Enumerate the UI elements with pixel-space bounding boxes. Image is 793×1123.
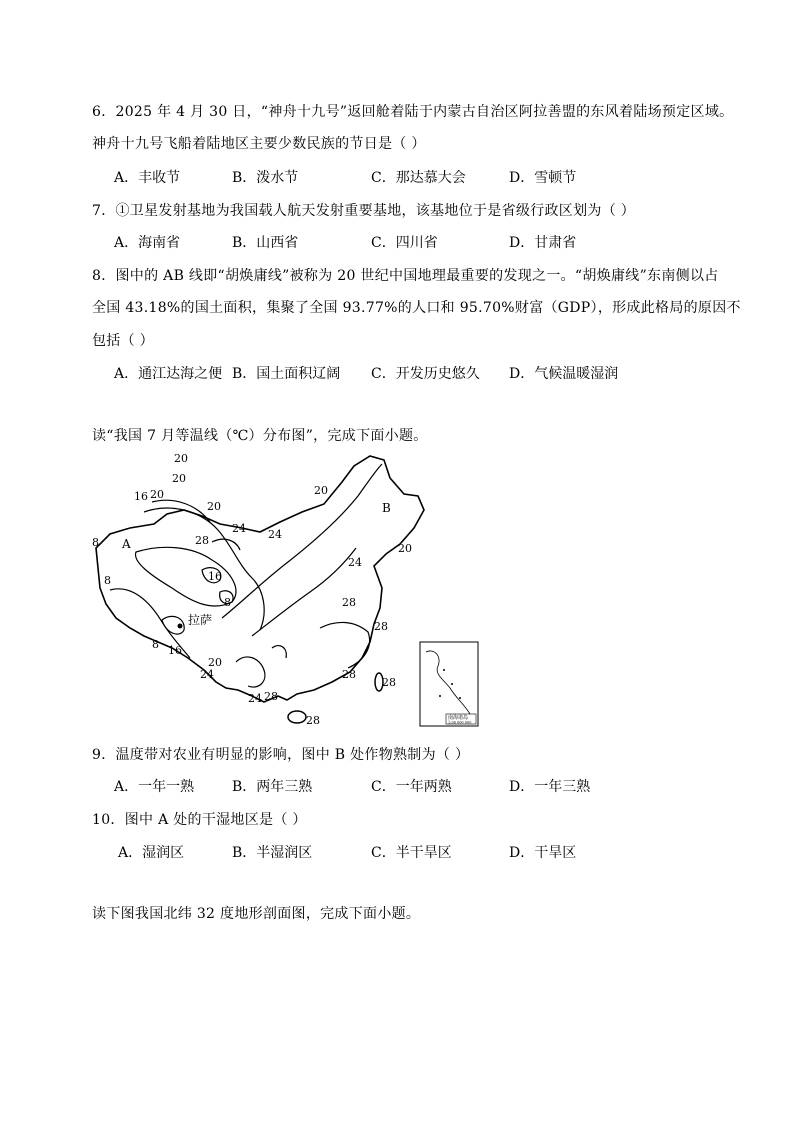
q8-option-c[interactable]: C．开发历史悠久 (371, 366, 480, 382)
q6-stem-line2: 神舟十九号飞船着陆地区主要少数民族的节日是（ ） (92, 136, 426, 152)
isotherm-label: 20 (314, 484, 328, 497)
isotherm-label: 24 (248, 692, 262, 705)
q8-stem-line1: 8．图中的 AB 线即“胡焕庸线”被称为 20 世纪中国地理最重要的发现之一。“胡焕庸线”东南侧以占 (92, 268, 719, 284)
q7-option-c[interactable]: C．四川省 (371, 235, 438, 251)
isotherm-label: 28 (264, 690, 278, 703)
q10-option-a[interactable]: A．湿润区 (118, 845, 185, 861)
q6-option-d[interactable]: D．雪顿节 (509, 170, 577, 186)
q7-option-d[interactable]: D．甘肃省 (509, 235, 577, 251)
isotherm-label: 24 (232, 522, 246, 535)
q6-option-c[interactable]: C．那达慕大会 (371, 170, 466, 186)
isotherm-label: 8 (104, 574, 111, 587)
lhasa-point (178, 624, 183, 629)
inset-title: 南海诸岛 (448, 715, 469, 721)
isotherm-label: 8 (152, 638, 159, 651)
isotherm-label: 28 (374, 620, 388, 633)
isotherm-label: 20 (207, 500, 221, 513)
inset-island-dot (443, 669, 445, 671)
isotherm-label: 24 (348, 556, 362, 569)
q9-stem-line1: 9．温度带对农业有明显的影响，图中 B 处作物熟制为（ ） (92, 747, 470, 763)
q10-option-b[interactable]: B．半湿润区 (232, 845, 313, 861)
q7-option-b[interactable]: B．山西省 (232, 235, 299, 251)
q6-option-b[interactable]: B．泼水节 (232, 170, 299, 186)
profile-intro: 读下图我国北纬 32 度地形剖面图，完成下面小题。 (92, 906, 421, 922)
q8-option-b[interactable]: B．国土面积辽阔 (232, 366, 341, 382)
isotherm-line (222, 464, 382, 618)
isotherm-line (272, 646, 286, 658)
isotherm-label: 28 (342, 596, 356, 609)
isotherm-label: 28 (382, 676, 396, 689)
q7-option-a[interactable]: A．海南省 (114, 235, 181, 251)
china-july-isotherm-map (92, 452, 482, 732)
q10-option-d[interactable]: D．干旱区 (509, 845, 577, 861)
region-label-b: B (382, 501, 391, 515)
isotherm-label: 28 (306, 714, 320, 727)
isotherm-label: 16 (134, 490, 148, 503)
isotherm-label: 16 (208, 570, 222, 583)
q10-stem-line1: 10．图中 A 处的干湿地区是（ ） (92, 812, 307, 828)
hainan-island (288, 711, 306, 723)
q6-stem-line1: 6．2025 年 4 月 30 日，“神舟十九号”返回舱着陆于内蒙古自治区阿拉善盟的东风着陆场预定区域。 (92, 104, 734, 120)
isotherm-label: 28 (195, 534, 209, 547)
isotherm-label: 24 (268, 528, 282, 541)
isotherm-line (236, 657, 265, 687)
q10-option-c[interactable]: C．半干旱区 (371, 845, 452, 861)
q8-option-d[interactable]: D．气候温暖湿润 (509, 366, 619, 382)
inset-island-dot (451, 683, 453, 685)
lhasa-label: 拉萨 (188, 613, 213, 627)
isotherm-line (320, 622, 370, 668)
inset-island-dot (439, 695, 441, 697)
q6-option-a[interactable]: A．丰收节 (114, 170, 181, 186)
isotherm-label: 20 (150, 488, 164, 501)
inset-island-dot (459, 697, 461, 699)
q8-option-a[interactable]: A．通江达海之便 (114, 366, 223, 382)
isotherm-label: 8 (92, 536, 99, 549)
isotherm-label: 28 (342, 668, 356, 681)
isotherm-label: 16 (168, 644, 182, 657)
q9-option-d[interactable]: D．一年三熟 (509, 779, 591, 795)
isotherm-label: 8 (224, 596, 231, 609)
map-intro: 读“我国 7 月等温线（℃）分布图”，完成下面小题。 (92, 428, 428, 444)
region-label-a: A (122, 537, 131, 551)
q9-option-a[interactable]: A．一年一熟 (114, 779, 195, 795)
inset-scale: 1:96 000 000 (448, 720, 472, 725)
q8-stem-line2: 全国 43.18%的国土面积，集聚了全国 93.77%的人口和 95.70%财富（GDP），形成此格局的原因不 (92, 300, 741, 316)
isotherm-label: 20 (174, 452, 188, 465)
isotherm-label: 20 (398, 542, 412, 555)
q8-stem-line3: 包括（ ） (92, 333, 154, 349)
q9-option-b[interactable]: B．两年三熟 (232, 779, 313, 795)
isotherm-label: 20 (172, 472, 186, 485)
isotherm-label: 24 (200, 668, 214, 681)
isotherm-label: 20 (208, 656, 222, 669)
q7-stem-line1: 7．①卫星发射基地为我国载人航天发射重要基地，该基地位于是省级行政区划为（ ） (92, 203, 636, 219)
q9-option-c[interactable]: C．一年两熟 (371, 779, 452, 795)
